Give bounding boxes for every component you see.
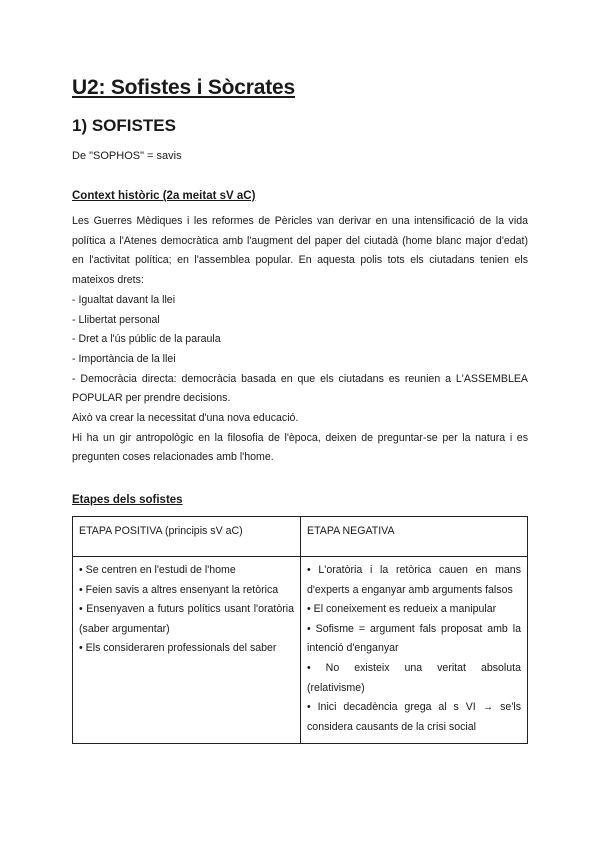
page-title: U2: Sofistes i Sòcrates	[72, 76, 295, 99]
etapes-heading: Etapes dels sofistes	[72, 494, 183, 506]
context-body	[72, 212, 528, 468]
list-item: • Sofisme = argument fals proposat amb la intenció d'enganyar	[307, 622, 521, 655]
rights-item: - Igualtat davant la llei	[72, 293, 176, 306]
table-row	[73, 557, 528, 744]
section-heading: 1) SOFISTES	[72, 116, 176, 135]
positive-cell	[73, 557, 301, 744]
rights-item: - Importància de la llei	[72, 352, 176, 365]
positive-header: ETAPA POSITIVA (principis sV aC)	[73, 517, 301, 557]
intro-line: De "SOPHOS" = savis	[72, 150, 182, 162]
rights-item: - Dret a l'ús públic de la paraula	[72, 333, 221, 346]
negative-cell	[301, 557, 528, 744]
list-item: • Se centren en l'estudi de l'home	[79, 564, 236, 576]
closing-line: Hi ha un gir antropològic en la filosofia de l'època, deixen de preguntar-se per la natura i es pregunten coses relacionades amb l'home.	[72, 431, 528, 464]
rights-item: - Democràcia directa: democràcia basada en que els ciutadans es reunien a L'ASSEMBLEA POPULAR per prendre decisions.	[72, 372, 528, 405]
negative-header: ETAPA NEGATIVA	[301, 517, 528, 557]
closing-line: Això va crear la necessitat d'una nova educació.	[72, 412, 299, 425]
list-item: • Feien savis a altres ensenyant la retòrica	[79, 583, 279, 596]
context-paragraph: Les Guerres Mèdiques i les reformes de Pèricles van derivar en una intensificació de la vida política a l'Atenes democràtica amb l'augment del paper del ciutadà (home blanc major d'edat) en l'activitat política; en l'assemblea popular. En aquesta polis tots els ciutadans tenien els mateixos drets:	[72, 215, 528, 287]
rights-item: - Llibertat personal	[72, 313, 160, 326]
context-heading: Context històric (2a meitat sV aC)	[72, 190, 256, 202]
list-item: • Ensenyaven a futurs polítics usant l'oratòria (saber argumentar)	[79, 603, 294, 635]
etapes-table	[72, 516, 528, 744]
table-header-row	[73, 517, 528, 557]
list-item: • Inici decadència grega al s VI → se'ls considera causants de la crisi social	[307, 701, 521, 733]
list-item: • No existeix una veritat absoluta (relativisme)	[307, 661, 521, 694]
list-item: • L'oratòria i la retòrica cauen en mans d'experts a enganyar amb arguments falsos	[307, 564, 521, 596]
list-item: • El coneixement es redueix a manipular	[307, 603, 497, 616]
list-item: • Els consideraren professionals del saber	[79, 642, 277, 655]
